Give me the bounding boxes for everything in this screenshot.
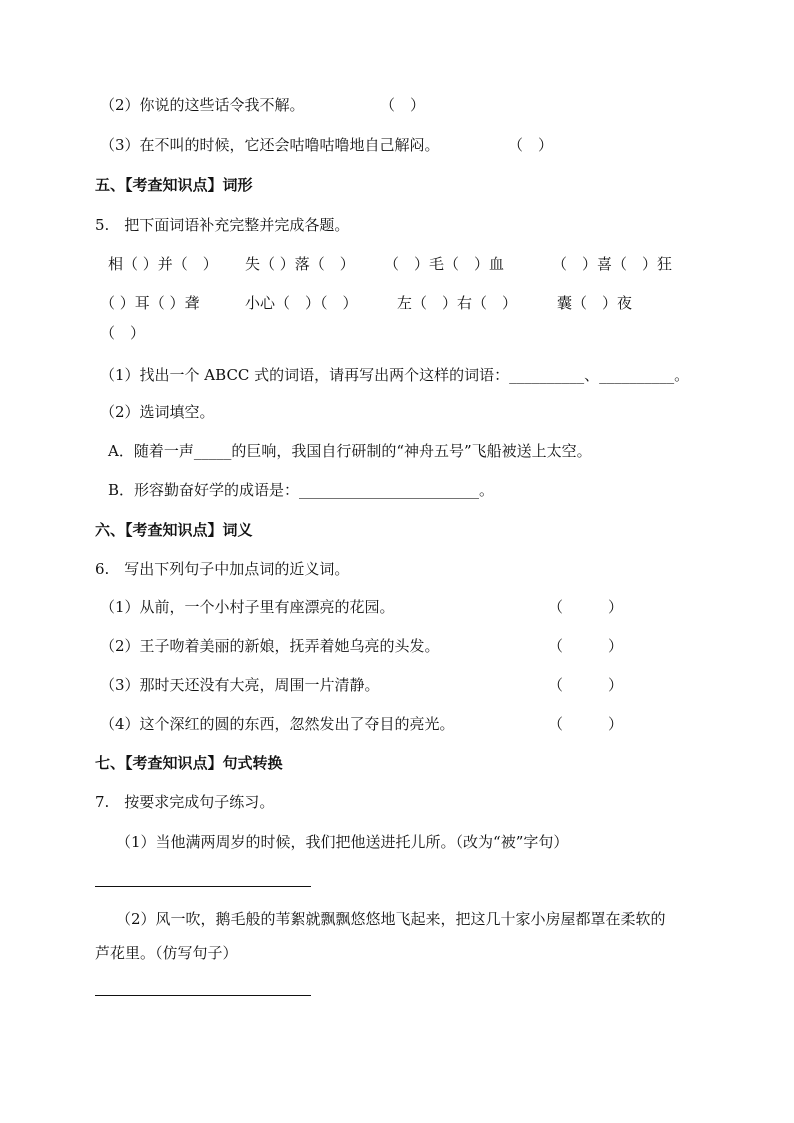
word-blank-5[interactable]: （ ）耳（ ）聋: [100, 294, 200, 312]
word-blank-3[interactable]: （ ）毛（ ）血: [384, 255, 505, 273]
s7-sub1: （1）当他满两周岁的时候，我们把他送进托儿所。（改为“被”字句）: [116, 833, 569, 851]
s7-sub2-answer-line[interactable]: [95, 995, 311, 996]
section5-question: 5. 把下面词语补充完整并完成各题。: [95, 216, 350, 234]
s4-item2-text: （2）你说的这些话令我不解。: [100, 96, 305, 114]
s6-item3-answer-paren[interactable]: （ ）: [548, 676, 624, 694]
word-blank-2[interactable]: 失（ ）落（ ）: [245, 255, 355, 273]
s7-sub1-answer-line[interactable]: [95, 886, 311, 887]
s6-item3-text: （3）那时天还没有大亮，周围一片清静。: [100, 676, 380, 694]
section5-heading: 五、【考查知识点】词形: [95, 176, 253, 194]
s7-sub2-line1: （2）风一吹，鹅毛般的苇絮就飘飘悠悠地飞起来，把这几十家小房屋都罩在柔软的: [116, 910, 666, 928]
s6-item2-text: （2）王子吻着美丽的新娘，抚弄着她乌亮的头发。: [100, 637, 440, 655]
word-blank-4[interactable]: （ ）喜（ ）狂: [552, 255, 673, 273]
section7-heading: 七、【考查知识点】句式转换: [95, 754, 283, 772]
word-blank-8[interactable]: 囊（ ）夜: [557, 294, 633, 312]
section6-heading: 六、【考查知识点】词义: [95, 521, 253, 539]
s5-sub1: （1）找出一个 ABCC 式的词语，请再写出两个这样的词语：__________、__________。: [100, 366, 690, 384]
s5-option-a: A．随着一声_____的巨响，我国自行研制的“神舟五号”飞船被送上太空。: [108, 442, 592, 460]
s4-item3-answer-paren[interactable]: （ ）: [508, 136, 554, 154]
s4-item2-answer-paren[interactable]: （ ）: [380, 96, 426, 114]
s6-item1-answer-paren[interactable]: （ ）: [548, 598, 624, 616]
section6-question: 6. 写出下列句子中加点词的近义词。: [95, 560, 350, 578]
s4-item3-text: （3）在不叫的时候，它还会咕噜咕噜地自己解闷。: [100, 136, 440, 154]
s6-item2-answer-paren[interactable]: （ ）: [548, 637, 624, 655]
word-blank-6[interactable]: 小心（ ）（ ）: [245, 294, 358, 312]
s6-item1-text: （1）从前，一个小村子里有座漂亮的花园。: [100, 598, 395, 616]
word-blank-1[interactable]: 相（ ）并（ ）: [108, 255, 218, 273]
s6-item4-text: （4）这个深红的圆的东西，忽然发出了夺目的亮光。: [100, 715, 455, 733]
section7-question: 7. 按要求完成句子练习。: [95, 793, 275, 811]
word-blank-8-wrap[interactable]: （ ）: [100, 324, 146, 342]
s7-sub2-line2: 芦花里。（仿写句子）: [95, 944, 238, 962]
s5-sub2: （2）选词填空。: [100, 403, 215, 421]
word-blank-7[interactable]: 左（ ）右（ ）: [397, 294, 518, 312]
s6-item4-answer-paren[interactable]: （ ）: [548, 715, 624, 733]
s5-option-b: B．形容勤奋好学的成语是：________________________。: [108, 481, 495, 499]
